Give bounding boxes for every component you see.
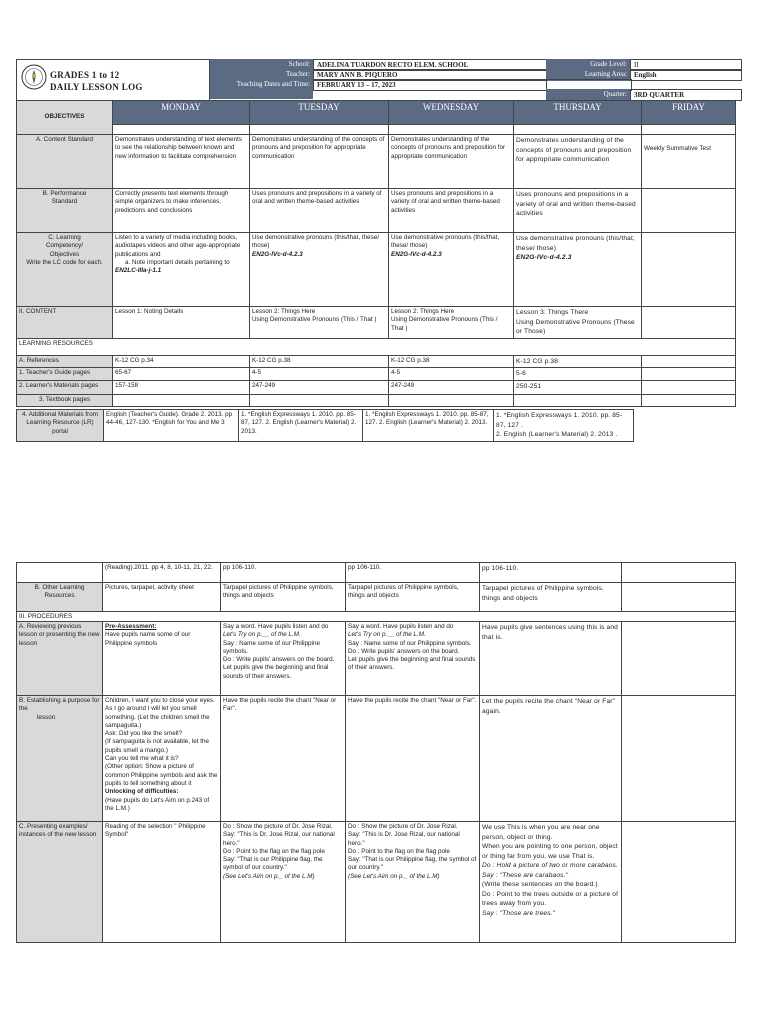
performance-label-1: B. Performance [42, 190, 87, 197]
purpose-mon [103, 696, 221, 822]
competency-mon-item: a. Note important details pertaining to [125, 258, 230, 266]
competency-mon [113, 233, 250, 307]
competency-thu [514, 233, 642, 307]
purpose-thu: Let the pupils recite the chant "Near or Far" again. [480, 696, 622, 822]
blank-cell [250, 125, 389, 135]
content-thu-2: Using Demonstrative Pronouns (These or Those) [516, 318, 635, 335]
purpose-mon-2: Ask: Did you like the smell? [105, 730, 182, 738]
additional-thu-1: 1. *English Expressways 1. 2010. pp. 85-87, 127 . [496, 412, 623, 429]
blank-cell [514, 394, 642, 406]
content-standard-fri: Weekly Summative Test [642, 135, 736, 189]
day-monday: MONDAY [113, 101, 250, 125]
performance-standard-thu: Uses pronouns and prepositions in a variety of oral and written theme-based activities [514, 189, 642, 233]
tg-pages-mon: 65-67 [113, 368, 250, 381]
blank-cell [622, 822, 736, 943]
other-resources-label [17, 583, 103, 612]
blank-cell [113, 125, 250, 135]
present-thu-7: Say : "Those are trees." [482, 909, 556, 917]
other-mon: Pictures, tarpapel, activity sheet [103, 583, 221, 612]
blank-cell [514, 125, 642, 135]
additional-wed: 1. *English Expressways 1. 2010. pp. 85-87, 127. 2. English (Learner's Material) 2. 2013. [363, 410, 494, 442]
additional-mon: English (Teacher's Guide). Grade 2. 2013. pp 44-46, 127-130. *English for You and Me 3 [104, 410, 239, 442]
performance-label-2: Standard [51, 198, 78, 206]
school-label: School: [210, 59, 313, 71]
present-mon: Reading of the selection " Philippine Symbol" [103, 822, 221, 943]
review-wed-5: Let pupils give the beginning and final sounds of their answers. [348, 656, 476, 672]
present-wed [346, 822, 480, 943]
lesson-table-page1 [16, 100, 736, 407]
procedures-label: III. PROCEDURES [17, 612, 736, 622]
competency-wed-text: Use demonstrative pronouns (this/that, these/ those) [391, 234, 500, 250]
competency-mon-code: EN2LC-IIIa-j-1.1 [115, 267, 162, 275]
competency-thu-code: EN2G-IVc-d-4.2.3 [516, 254, 572, 261]
additional-thu-2: 2. English (Learner's Material) 2. 2013 . [496, 431, 618, 438]
competency-tue-text: Use demonstrative pronouns (this/that, these/ those) [252, 234, 380, 250]
review-mon-text: Have pupils name some of our Philippine symbols [105, 631, 191, 647]
present-tue-1: Do : Show the picture of Dr. Jose Rizal. [223, 823, 333, 830]
cont-mon: (Reading).2011. pp 4, 8, 10-11, 21, 22. [103, 563, 221, 583]
purpose-label [17, 696, 103, 822]
purpose-label-2: lesson [37, 713, 56, 721]
blank-cell [642, 394, 736, 406]
dates-value: FEBRUARY 13 – 17, 2023 [313, 79, 547, 91]
tg-pages-tue: 4-5 [250, 368, 389, 381]
quarter-label: Quarter: [546, 89, 630, 101]
references-tue: K-12 CG p.38 [250, 355, 389, 368]
blank-cell [642, 125, 736, 135]
content-mon: Lesson 1: Noting Details [113, 307, 250, 339]
day-friday: FRIDAY [642, 101, 736, 125]
present-label: C. Presenting examples/ instances of the new lesson [17, 822, 103, 943]
review-tue-1: Say a word. Have pupils listen and do [223, 623, 329, 630]
blank-cell [622, 622, 736, 696]
purpose-wed: Have the pupils recite the chant "Near or Far". [346, 696, 480, 822]
content-tue-1: Lesson 2: Things Here [252, 308, 316, 315]
content-wed [389, 307, 514, 339]
competency-tue-code: EN2G-IVc-d-4.2.3 [252, 250, 303, 258]
content-label: II. CONTENT [17, 307, 113, 339]
blank-cell [622, 696, 736, 822]
present-tue-5: (See Let's Aim on p._ of the L.M) [223, 872, 315, 880]
review-wed-4: Do : Write pupils' answers on the board. [348, 647, 460, 655]
competency-wed-code: EN2G-IVc-d-4.2.3 [391, 250, 442, 258]
day-tuesday: TUESDAY [250, 101, 389, 125]
lm-pages-label: 2. Learner's Materials pages [17, 380, 113, 394]
review-wed [346, 622, 480, 696]
grade-value: II [630, 59, 742, 71]
tg-pages-wed: 4-5 [389, 368, 514, 381]
blank-cell [642, 307, 736, 339]
blank-cell [642, 380, 736, 394]
other-wed: Tarpapel pictures of Philippine symbols, things and objects [346, 583, 480, 612]
content-tue-2: Using Demonstrative Pronouns (This / That ) [252, 316, 377, 324]
lm-pages-thu: 250-251 [514, 380, 642, 394]
blank-cell [250, 394, 389, 406]
present-wed-2: Say: "This is Dr. Jose Rizal, our national hero." [348, 831, 460, 847]
performance-standard-tue: Uses pronouns and prepositions in a variety of oral and written theme-based activities [250, 189, 389, 233]
day-wednesday: WEDNESDAY [389, 101, 514, 125]
deped-seal-icon [21, 64, 47, 90]
lm-pages-wed: 247-249 [389, 380, 514, 394]
blank-cell [389, 125, 514, 135]
present-thu-4: Say : "These are carabaos." [482, 871, 569, 879]
present-thu-6: Do : Point to the trees outside or a picture of trees away from you. [482, 890, 619, 907]
present-thu [480, 822, 622, 943]
school-value: ADELINA TUARDON RECTO ELEM. SCHOOL [313, 59, 547, 71]
dates-label: Teaching Dates and Time: [210, 79, 313, 99]
competency-tue [250, 233, 389, 307]
blank-cell [389, 394, 514, 406]
competency-label-1: C. Learning [48, 234, 81, 241]
blank-cell [642, 355, 736, 368]
competency-label-4: Write the LC code for each. [26, 258, 103, 266]
cont-wed: pp 106-110. [346, 563, 480, 583]
purpose-label-1: B. Establishing a purpose for the [19, 697, 100, 713]
review-mon-head: Pre-Assessment: [105, 623, 157, 630]
references-mon: K-12 CG p.34 [113, 355, 250, 368]
competency-label-2: Competency/ [45, 242, 84, 250]
content-standard-thu: Demonstrates understanding of the concepts of pronouns and preposition for appropriate communication [514, 135, 642, 189]
resources-label: LEARNING RESOURCES [17, 338, 736, 355]
textbook-label: 3. Textbook pages [17, 394, 113, 406]
additional-materials-table [16, 409, 736, 442]
header-title-2: DAILY LESSON LOG [50, 82, 143, 92]
blank-cell [642, 368, 736, 381]
quarter-value: 3RD QUARTER [630, 89, 742, 101]
performance-standard-wed: Uses pronouns and prepositions in a variety of oral and written theme-based activities [389, 189, 514, 233]
purpose-mon-7: (Have pupils do Let's Aim on p.243 of the L.M.) [105, 796, 210, 812]
teacher-label: Teacher: [210, 69, 313, 81]
lesson-table-page2 [16, 562, 736, 943]
competency-mon-text: Listen to a variety of media including books, audiotapes videos and other age-appropriate publications and [115, 234, 241, 258]
other-label-1: B. Other Learning [34, 584, 85, 591]
performance-standard-mon: Correctly presents text elements through simple organizers to make inferences, predictions and conclusions [113, 189, 250, 233]
present-thu-1: We use This is when you are near one person, object or thing. [482, 824, 600, 841]
present-wed-3: Do : Point to the flag on the flag pole [348, 847, 450, 855]
present-tue-4: Say: "That is our Philippine flag, the symbol of our country." [223, 856, 323, 872]
other-tue: Tarpapel pictures of Philippine symbols, things and objects [221, 583, 346, 612]
review-thu: Have pupils give sentences using this is and that is. [480, 622, 622, 696]
competency-wed [389, 233, 514, 307]
blank-cell [642, 233, 736, 307]
content-standard-label: A. Content Standard [17, 135, 113, 189]
present-wed-5: (See Let's Aim on p._ of the L.M) [348, 872, 440, 880]
review-label: A. Reviewing previous lesson or presenting the new lesson [17, 622, 103, 696]
content-thu [514, 307, 642, 339]
tg-pages-thu: 5-6 [514, 368, 642, 381]
content-standard-mon: Demonstrates understanding of text elements to see the relationship between known and new information to facilitate comprehension [113, 135, 250, 189]
content-thu-1: Lesson 3: Things There [516, 309, 589, 316]
competency-label [17, 233, 113, 307]
blank-cell [622, 563, 736, 583]
purpose-mon-4: Can you tell me what it is? [105, 755, 179, 763]
review-mon [103, 622, 221, 696]
present-wed-4: Say: "That is our Philippine flag, the symbol of our country." [348, 856, 477, 872]
additional-thu [494, 410, 634, 442]
content-wed-1: Lesson 2: Things Here [391, 308, 455, 315]
purpose-mon-6: Unlocking of difficulties: [105, 788, 179, 796]
purpose-mon-3: (If sampaguita is not available, let the pupils smell a mango.) [105, 738, 209, 754]
day-thursday: THURSDAY [514, 101, 642, 125]
references-label: A. References [17, 355, 113, 368]
other-label-2: Resources [44, 592, 75, 600]
tg-pages-label: 1. Teacher's Guide pages [17, 368, 113, 381]
area-value: English [630, 69, 742, 81]
cont-thu: pp 106-110. [480, 563, 622, 583]
review-wed-1: Say a word. Have pupils listen and do [348, 623, 454, 630]
header-title-1: GRADES 1 to 12 [50, 70, 120, 80]
additional-tue: 1. *English Expressways 1. 2010. pp. 85-87, 127. 2. English (Learner's Material) 2. 2013. [239, 410, 363, 442]
additional-label: 4. Additional Materials from Learning Resource (LR) portal [17, 410, 104, 442]
present-tue-2: Say: "This is Dr. Jose Rizal, our national hero." [223, 831, 335, 847]
teacher-value: MARY ANN B. PIQUERO [313, 69, 547, 81]
blank-cell [17, 563, 103, 583]
blank-cell [622, 583, 736, 612]
present-thu-3: Do : Hold a picture of two or more carabaos. [482, 862, 618, 869]
performance-standard-label [17, 189, 113, 233]
content-standard-wed: Demonstrates understanding of the concepts of pronouns and preposition for appropriate communication [389, 135, 514, 189]
content-tue [250, 307, 389, 339]
references-wed: K-12 CG p.38 [389, 355, 514, 368]
purpose-tue: Have the pupils recite the chant "Near or Far". [221, 696, 346, 822]
competency-thu-text: Use demonstrative pronouns (this/that, these/ those) [516, 235, 635, 252]
header-box [16, 59, 210, 101]
review-tue-3: Say : Name some of our Philippine symbols. [223, 639, 320, 655]
purpose-mon-1: Children, I want you to close your eyes. As I go around I will let you smell something. (Let the children smell the sampaguita.) [105, 697, 215, 729]
area-label: Learning Area: [546, 69, 630, 81]
lm-pages-tue: 247-249 [250, 380, 389, 394]
review-wed-2: Let's Try on p.__ of the L.M. [348, 631, 426, 639]
references-thu: K-12 CG p.38 [514, 355, 642, 368]
purpose-mon-5: (Other option: Show a picture of common Philippine symbols and ask the pupils to tell something about it [105, 763, 218, 787]
blank-cell [634, 410, 736, 442]
present-tue-3: Do : Point to the flag on the flag pole [223, 847, 325, 855]
content-standard-tue: Demonstrates understanding of the concepts of pronouns and preposition for appropriate communication [250, 135, 389, 189]
content-wed-2: Using Demonstrative Pronouns (This / That ) [391, 316, 498, 332]
present-tue [221, 822, 346, 943]
review-tue-2: Let's Try on p.__ of the L.M. [223, 631, 301, 639]
present-thu-5: (Write these sentences on the board.) [482, 881, 598, 888]
blank-cell [113, 394, 250, 406]
cont-tue: pp 106-110. [221, 563, 346, 583]
review-tue [221, 622, 346, 696]
grade-label: Grade Level: [546, 59, 630, 71]
present-wed-1: Do : Show the picture of Dr. Jose Rizal. [348, 823, 458, 830]
review-tue-5: Let pupils give the beginning and final sounds of their answers. [223, 664, 329, 680]
objectives-label: OBJECTIVES [17, 101, 113, 135]
review-tue-4: Do : Write pupils' answers on the board. [223, 656, 335, 664]
other-thu: Tarpapel pictures of Philippine symbols, things and objects [480, 583, 622, 612]
competency-label-3: Objectives [49, 250, 80, 258]
lm-pages-mon: 157-158 [113, 380, 250, 394]
blank-cell [642, 189, 736, 233]
review-wed-3: Say : Name some of our Philippine symbols. [348, 639, 472, 647]
present-thu-2: When you are pointing to one person, object or thing far from you, we use That is. [482, 843, 618, 860]
